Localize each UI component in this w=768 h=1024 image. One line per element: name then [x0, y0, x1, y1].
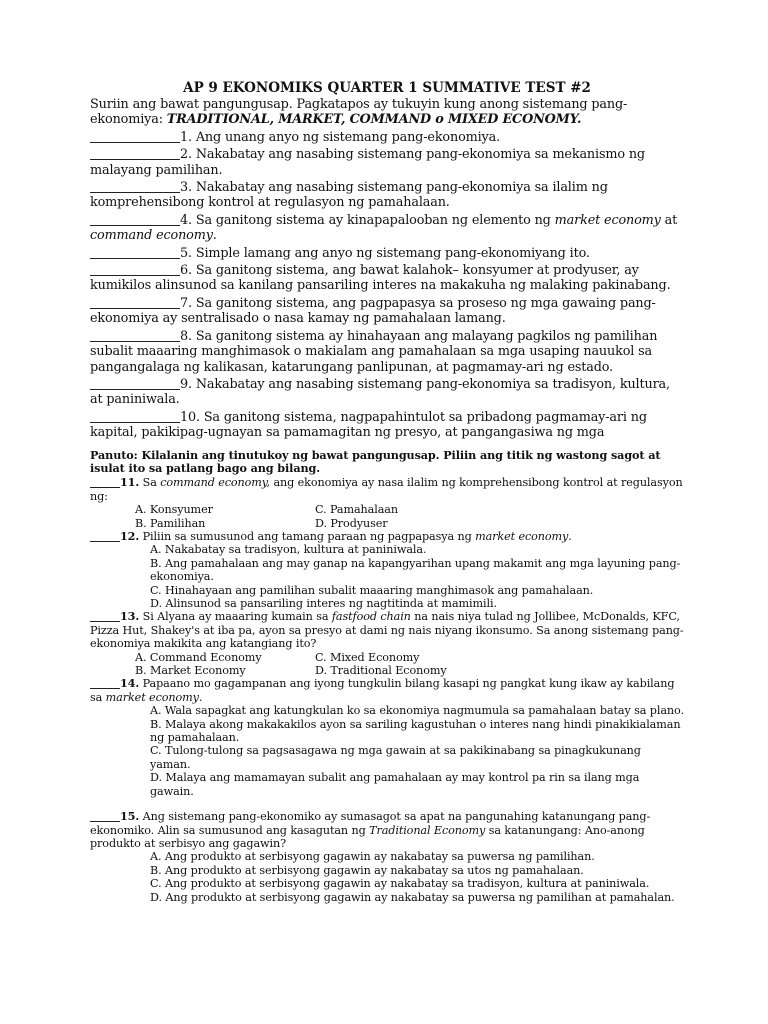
option: D. Ang produkto at serbisyong gagawin ay nakabatay sa puwersa ng pamilihan at pamahalan.	[150, 890, 675, 904]
stem-text: .	[568, 529, 572, 543]
answer-blank[interactable]	[90, 213, 180, 226]
stem-text: Papaano mo gagampanan ang iyong tungkulin bilang kasapi ng pangkat kung ikaw ay kabilang sa	[90, 677, 675, 704]
option: A. Konsyumer	[135, 503, 213, 517]
answer-blank[interactable]	[90, 329, 180, 342]
list-item	[90, 377, 684, 408]
list-item	[90, 246, 684, 261]
answer-blank[interactable]	[90, 410, 180, 423]
stem-emphasis: market economy	[475, 529, 569, 543]
item-text: 7. Sa ganitong sistema, ang pagpapasya sa proseso ng mga gawaing pang-ekonomiya ay sentralisado o nasa kamay ng pamahalaan lamang.	[90, 295, 656, 327]
part-one-instruction	[90, 97, 684, 128]
stem-text: Sa	[139, 476, 161, 490]
answer-blank[interactable]	[90, 180, 180, 193]
answer-blank[interactable]	[90, 296, 180, 309]
question-15	[90, 810, 684, 904]
answer-blank[interactable]	[90, 263, 180, 276]
question-number: 14.	[120, 676, 140, 691]
item-text: 9. Nakabatay ang nasabing sistemang pang-ekonomiya sa tradisyon, kultura, at paniniwala.	[90, 376, 670, 408]
question-number: 13.	[120, 609, 140, 624]
question-stem	[90, 530, 684, 543]
option: C. Pamahalaan	[315, 503, 398, 517]
answer-blank[interactable]	[90, 531, 120, 542]
answer-blank[interactable]	[90, 611, 120, 622]
option: C. Ang produkto at serbisyong gagawin ay nakabatay sa tradisyon, kultura at paniniwala.	[150, 877, 650, 891]
question-14	[90, 677, 684, 798]
stem-emphasis: market economy	[105, 690, 199, 704]
answer-blank[interactable]	[90, 246, 180, 259]
option: A. Ang produkto at serbisyong gagawin ay nakabatay sa puwersa ng pamilihan.	[150, 850, 595, 864]
stem-text: sa katanungang: Ano-anong produkto at serbisyo ang gagawin?	[90, 823, 645, 850]
item-text: .	[212, 228, 217, 244]
option: B. Ang pamahalaan ang may ganap na kapangyarihan upang makamit ang mga layuning pang-ekonomiya.	[150, 556, 681, 584]
option: A. Nakabatay sa tradisyon, kultura at paniniwala.	[150, 543, 427, 557]
item-text: 1. Ang unang anyo ng sistemang pang-ekonomiya.	[180, 129, 501, 145]
option: B. Market Economy	[135, 664, 246, 678]
question-stem	[90, 810, 684, 850]
item-text: 10. Sa ganitong sistema, nagpapahintulot sa pribadong pagmamay-ari ng kapital, pakikipag-ugnayan sa pamamagitan ng presyo, at pangangasiwa ng mga	[90, 409, 647, 441]
part-one	[90, 97, 684, 441]
option: C. Hinahayaan ang pamilihan subalit maaaring manghimasok ang pamahalaan.	[150, 583, 594, 597]
answer-blank[interactable]	[90, 477, 120, 488]
options-list	[150, 543, 684, 610]
stem-text: Piliin sa sumusunod ang tamang paraan ng pagpapasya ng	[139, 529, 476, 543]
question-stem	[90, 677, 684, 704]
stem-text: Ang sistemang pang-ekonomiko ay sumasagot sa apat na pangunahing katanungang pang-ekonomiko. Alin sa sumusunod ang kasagutan ng	[90, 810, 651, 837]
list-item	[90, 180, 684, 211]
stem-text: .	[198, 690, 203, 704]
list-item	[90, 296, 684, 327]
part-two	[90, 449, 684, 904]
answer-blank[interactable]	[90, 130, 180, 143]
options-grid	[135, 503, 684, 530]
options-list	[150, 704, 684, 798]
option: B. Malaya akong makakakilos ayon sa sariling kagustuhan o interes nang hindi pinakikialaman ng pamahalaan.	[150, 717, 681, 745]
option: A. Command Economy	[135, 650, 262, 664]
test-title: AP 9 EKONOMIKS QUARTER 1 SUMMATIVE TEST #2	[183, 80, 591, 96]
answer-blank[interactable]	[90, 678, 120, 689]
option: A. Wala sapagkat ang katungkulan ko sa ekonomiya nagmumula sa pamahalaan batay sa plano.	[150, 704, 684, 718]
economy-types: TRADITIONAL, MARKET, COMMAND o MIXED ECONOMY.	[166, 112, 582, 128]
answer-blank[interactable]	[90, 377, 180, 390]
item-text: 3. Nakabatay ang nasabing sistemang pang-ekonomiya sa ilalim ng komprehensibong kontrol at regulasyon ng pamahalaan.	[90, 180, 608, 211]
item-emphasis: market economy	[554, 212, 661, 228]
item-text: at	[660, 212, 678, 228]
option: D. Prodyuser	[315, 516, 388, 530]
part-two-instruction: Panuto: Kilalanin ang tinutukoy ng bawat pangungusap. Piliin ang titik ng wastong sagot at isulat ito sa patlang bago ang bilang.	[90, 447, 661, 475]
question-number: 15.	[120, 809, 140, 824]
answer-blank[interactable]	[90, 811, 120, 822]
question-12	[90, 530, 684, 610]
instruction-line: Suriin ang bawat pangungusap. Pagkatapos ay tukuyin kung anong sistemang pang-	[90, 97, 628, 112]
stem-text: ang ekonomiya ay nasa ilalim ng komprehensibong kontrol at regulasyon ng:	[90, 476, 683, 503]
item-text: 2. Nakabatay ang nasabing sistemang pang-ekonomiya sa mekanismo ng malayang pamilihan.	[90, 147, 645, 178]
item-text: 4. Sa ganitong sistema ay kinapapalooban ng elemento ng	[180, 212, 555, 228]
question-stem	[90, 476, 684, 503]
list-item	[90, 410, 684, 441]
option: D. Traditional Economy	[315, 664, 447, 678]
list-item	[90, 263, 684, 294]
stem-emphasis: command economy,	[160, 476, 270, 490]
option: D. Alinsunod sa pansariling interes ng nagtitinda at mamimili.	[150, 597, 497, 610]
options-grid	[135, 651, 684, 678]
stem-text: na nais niya tulad ng Jollibee, McDonalds, KFC, Pizza Hut, Shakey's at iba pa, ayon sa presyo at dami ng nais niyang ikonsumo. Sa anong sistemang pang-ekonomiya makikita ang katangiang ito?	[90, 610, 684, 651]
option: B. Pamilihan	[135, 516, 206, 530]
question-13	[90, 610, 684, 677]
options-list	[150, 850, 684, 904]
option: C. Tulong-tulong sa pagsasagawa ng mga gawain at sa pakikinabang sa pinagkukunang yaman.	[150, 744, 641, 771]
option: C. Mixed Economy	[315, 650, 420, 664]
item-emphasis: command economy	[90, 228, 213, 244]
question-stem	[90, 610, 684, 650]
option: D. Malaya ang mamamayan subalit ang pamahalaan ay may kontrol pa rin sa ilang mga gawain.	[150, 771, 640, 798]
instruction-line: ekonomiya:	[90, 112, 167, 128]
list-item	[90, 213, 684, 244]
item-text: 5. Simple lamang ang anyo ng sistemang pang-ekonomiyang ito.	[180, 245, 590, 261]
question-number: 12.	[120, 528, 140, 543]
list-item	[90, 147, 684, 178]
question-11	[90, 476, 684, 530]
item-text: 8. Sa ganitong sistema ay hinahayaan ang malayang pagkilos ng pamilihan subalit maaaring manghimasok o makialam ang pamahalaan sa mga usaping nauukol sa pangangalaga ng kalikasan, katarungang panlipunan, at pagmamay-ari ng estado.	[90, 328, 658, 375]
item-text: 6. Sa ganitong sistema, ang bawat kalahok– konsyumer at prodyuser, ay kumikilos alinsunod sa kanilang pansariling interes na makakuha ng malaking pakinabang.	[90, 263, 671, 294]
answer-blank[interactable]	[90, 147, 180, 160]
question-number: 11.	[120, 475, 140, 490]
option: B. Ang produkto at serbisyong gagawin ay nakabatay sa utos ng pamahalaan.	[150, 863, 584, 877]
stem-emphasis: Traditional Economy	[369, 823, 486, 837]
list-item	[90, 130, 684, 145]
stem-text: Si Alyana ay maaaring kumain sa	[139, 610, 332, 624]
list-item	[90, 329, 684, 375]
stem-emphasis: fastfood chain	[331, 610, 411, 624]
